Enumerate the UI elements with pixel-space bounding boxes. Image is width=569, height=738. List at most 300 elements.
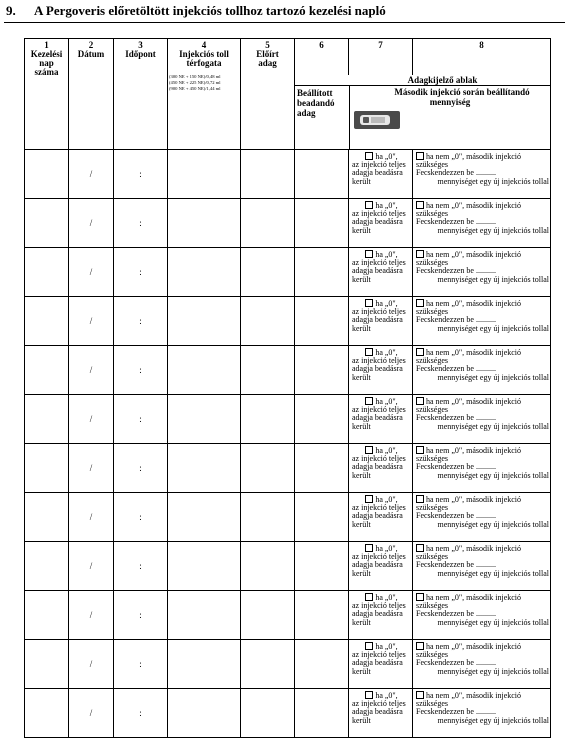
zero-option-line1: ha „0", [375, 200, 398, 210]
checkbox-icon[interactable] [365, 299, 373, 307]
zero-option-line4: került [352, 715, 371, 725]
time-cell[interactable] [114, 345, 168, 394]
table-row [25, 345, 551, 394]
zero-option-line4: került [352, 666, 371, 676]
date-cell[interactable] [69, 198, 114, 247]
dose-window-zero-cell [349, 296, 413, 345]
prescribed-dose-cell[interactable] [241, 296, 295, 345]
date-separator: / [89, 560, 93, 571]
zero-option-line1: ha „0", [375, 641, 398, 651]
pen-volume-cell[interactable] [168, 394, 241, 443]
prescribed-dose-cell[interactable] [241, 247, 295, 296]
pen-volume-cell[interactable] [168, 492, 241, 541]
nonzero-option-line4: mennyiséget egy új injekciós tollal [437, 715, 549, 725]
date-cell[interactable] [69, 541, 114, 590]
pen-volume-cell[interactable] [168, 247, 241, 296]
set-dose-cell[interactable] [295, 443, 349, 492]
prescribed-dose-cell[interactable] [241, 345, 295, 394]
zero-option-line4: került [352, 274, 371, 284]
time-separator: : [139, 413, 142, 424]
checkbox-icon[interactable] [416, 691, 424, 699]
table-row [25, 198, 551, 247]
header-col4 [168, 39, 241, 150]
prescribed-dose-cell[interactable] [241, 541, 295, 590]
date-cell[interactable] [69, 149, 114, 198]
dose-window-zero-cell [349, 394, 413, 443]
header-row [25, 39, 551, 75]
second-injection-cell [413, 541, 551, 590]
set-dose-cell[interactable] [295, 688, 349, 737]
nonzero-option-line2: szükséges [416, 404, 448, 414]
zero-option-line3: adagja beadásra [352, 560, 403, 570]
set-dose-cell[interactable] [295, 345, 349, 394]
dose-window-zero-cell [349, 345, 413, 394]
col6-label-line1: Beállított [297, 87, 333, 98]
nonzero-option-line1: ha nem „0", második injekció [426, 396, 522, 406]
prescribed-dose-cell[interactable] [241, 590, 295, 639]
date-cell[interactable] [69, 345, 114, 394]
col6-label-line3: adag [297, 107, 316, 118]
col5-label-line2: adag [258, 58, 277, 68]
section-heading [6, 3, 386, 19]
time-separator: : [139, 217, 142, 228]
nonzero-option-line2: szükséges [416, 698, 448, 708]
table-row [25, 149, 551, 198]
nonzero-option-line3: Fecskendezzen be .......... [416, 413, 496, 423]
nonzero-option-line2: szükséges [416, 306, 448, 316]
col8-label-line1: Második injekció során beállítandó [394, 86, 530, 97]
time-separator: : [139, 168, 142, 179]
zero-option-line2: az injekció teljes [352, 551, 406, 561]
set-dose-cell[interactable] [295, 541, 349, 590]
dose-window-zero-cell [349, 443, 413, 492]
nonzero-option-line3: Fecskendezzen be .......... [416, 315, 496, 325]
second-injection-cell [413, 394, 551, 443]
col6-number: 6 [319, 40, 324, 50]
zero-option-line3: adagja beadásra [352, 217, 403, 227]
zero-option-line4: került [352, 617, 371, 627]
second-injection-cell [413, 688, 551, 737]
nonzero-option-line2: szükséges [416, 649, 448, 659]
pen-volume-cell[interactable] [168, 443, 241, 492]
zero-option-line2: az injekció teljes [352, 649, 406, 659]
nonzero-option-line4: mennyiséget egy új injekciós tollal [437, 372, 549, 382]
zero-option-line4: került [352, 323, 371, 333]
time-cell[interactable] [114, 198, 168, 247]
nonzero-option-line3: Fecskendezzen be .......... [416, 168, 496, 178]
table-row [25, 443, 551, 492]
time-cell[interactable] [114, 590, 168, 639]
checkbox-icon[interactable] [416, 299, 424, 307]
set-dose-cell[interactable] [295, 394, 349, 443]
nonzero-option-line4: mennyiséget egy új injekciós tollal [437, 519, 549, 529]
prescribed-dose-cell[interactable] [241, 149, 295, 198]
time-separator: : [139, 511, 142, 522]
date-separator: / [89, 266, 93, 277]
date-cell[interactable] [69, 639, 114, 688]
col3-number: 3 [138, 40, 143, 50]
checkbox-icon[interactable] [416, 152, 424, 160]
header-col3 [114, 39, 168, 150]
checkbox-icon[interactable] [365, 201, 373, 209]
date-cell[interactable] [69, 688, 114, 737]
zero-option-line4: került [352, 225, 371, 235]
zero-option-line3: adagja beadásra [352, 658, 403, 668]
nonzero-option-line3: Fecskendezzen be .......... [416, 609, 496, 619]
col1-label-line3: száma [34, 67, 59, 77]
set-dose-cell[interactable] [295, 492, 349, 541]
second-injection-cell [413, 639, 551, 688]
date-separator: / [89, 658, 93, 669]
treatment-day-cell[interactable] [25, 149, 69, 198]
date-cell[interactable] [69, 247, 114, 296]
nonzero-option-line3: Fecskendezzen be .......... [416, 266, 496, 276]
treatment-day-cell[interactable] [25, 296, 69, 345]
header-col7-number [349, 39, 413, 75]
dose-window-title [295, 75, 550, 86]
header-dose-window-group [295, 75, 551, 150]
nonzero-option-line3: Fecskendezzen be .......... [416, 658, 496, 668]
zero-option-line1: ha „0", [375, 347, 398, 357]
second-injection-cell [413, 492, 551, 541]
col4-number: 4 [201, 40, 207, 50]
second-injection-cell [413, 149, 551, 198]
nonzero-option-line1: ha nem „0", második injekció [426, 543, 522, 553]
date-separator: / [89, 609, 93, 620]
nonzero-option-line4: mennyiséget egy új injekciós tollal [437, 617, 549, 627]
zero-option-line2: az injekció teljes [352, 404, 406, 414]
prescribed-dose-cell[interactable] [241, 688, 295, 737]
treatment-day-cell[interactable] [25, 443, 69, 492]
dose-window-zero-cell [349, 198, 413, 247]
time-separator: : [139, 315, 142, 326]
zero-option-line1: ha „0", [375, 445, 398, 455]
pen-volume-cell[interactable] [168, 541, 241, 590]
col4-option-2: (450 NE + 225 NE)/0,72 ml [169, 80, 221, 85]
header-col2 [69, 39, 114, 150]
checkbox-icon[interactable] [365, 495, 373, 503]
nonzero-option-line2: szükséges [416, 453, 448, 463]
prescribed-dose-cell[interactable] [241, 443, 295, 492]
date-cell[interactable] [69, 296, 114, 345]
time-cell[interactable] [114, 443, 168, 492]
treatment-day-cell[interactable] [25, 198, 69, 247]
second-injection-cell [413, 443, 551, 492]
checkbox-icon[interactable] [416, 544, 424, 552]
nonzero-option-line1: ha nem „0", második injekció [426, 592, 522, 602]
checkbox-icon[interactable] [365, 593, 373, 601]
zero-option-line1: ha „0", [375, 396, 398, 406]
checkbox-icon[interactable] [365, 544, 373, 552]
nonzero-option-line3: Fecskendezzen be .......... [416, 560, 496, 570]
checkbox-icon[interactable] [365, 691, 373, 699]
pen-volume-cell[interactable] [168, 688, 241, 737]
prescribed-dose-cell[interactable] [241, 639, 295, 688]
nonzero-option-line1: ha nem „0", második injekció [426, 298, 522, 308]
nonzero-option-line1: ha nem „0", második injekció [426, 151, 522, 161]
zero-option-line1: ha „0", [375, 543, 398, 553]
nonzero-option-line3: Fecskendezzen be .......... [416, 364, 496, 374]
date-separator: / [89, 217, 93, 228]
col7-label: Adagkijelző ablak [407, 74, 478, 85]
checkbox-icon[interactable] [365, 250, 373, 258]
zero-option-line4: került [352, 568, 371, 578]
prescribed-dose-cell[interactable] [241, 198, 295, 247]
zero-option-line3: adagja beadásra [352, 609, 403, 619]
dose-window-zero-cell [349, 639, 413, 688]
nonzero-option-line3: Fecskendezzen be .......... [416, 511, 496, 521]
treatment-day-cell[interactable] [25, 394, 69, 443]
nonzero-option-line2: szükséges [416, 551, 448, 561]
date-separator: / [89, 462, 93, 473]
heading-rule [4, 22, 565, 23]
table-row [25, 541, 551, 590]
table-row [25, 394, 551, 443]
injection-pen-dose-window-icon [354, 111, 400, 129]
col8-header [350, 86, 550, 149]
table-row [25, 247, 551, 296]
checkbox-icon[interactable] [365, 348, 373, 356]
date-cell[interactable] [69, 443, 114, 492]
time-cell[interactable] [114, 296, 168, 345]
time-cell[interactable] [114, 149, 168, 198]
checkbox-icon[interactable] [365, 152, 373, 160]
second-injection-cell [413, 296, 551, 345]
zero-option-line3: adagja beadásra [352, 462, 403, 472]
nonzero-option-line2: szükséges [416, 159, 448, 169]
zero-option-line3: adagja beadásra [352, 511, 403, 521]
header-col5 [241, 39, 295, 150]
pen-volume-cell[interactable] [168, 639, 241, 688]
treatment-day-cell[interactable] [25, 247, 69, 296]
nonzero-option-line2: szükséges [416, 355, 448, 365]
header-col6-number [295, 39, 349, 75]
col5-number: 5 [265, 40, 270, 50]
pen-volume-cell[interactable] [168, 296, 241, 345]
col6-header [295, 86, 350, 149]
treatment-day-cell[interactable] [25, 541, 69, 590]
pen-volume-cell[interactable] [168, 590, 241, 639]
section-number: 9. [6, 3, 16, 18]
nonzero-option-line4: mennyiséget egy új injekciós tollal [437, 568, 549, 578]
zero-option-line2: az injekció teljes [352, 698, 406, 708]
second-injection-cell [413, 345, 551, 394]
zero-option-line3: adagja beadásra [352, 364, 403, 374]
nonzero-option-line3: Fecskendezzen be .......... [416, 707, 496, 717]
zero-option-line3: adagja beadásra [352, 707, 403, 717]
section-title: A Pergoveris előretöltött injekciós tollhoz tartozó kezelési napló [34, 3, 386, 18]
date-separator: / [89, 168, 93, 179]
zero-option-line1: ha „0", [375, 151, 398, 161]
table-row [25, 492, 551, 541]
nonzero-option-line1: ha nem „0", második injekció [426, 641, 522, 651]
date-cell[interactable] [69, 394, 114, 443]
time-separator: : [139, 462, 142, 473]
time-separator: : [139, 364, 142, 375]
col4-option-3: (900 NE + 450 NE)/1,44 ml [169, 86, 221, 91]
checkbox-icon[interactable] [416, 397, 424, 405]
set-dose-cell[interactable] [295, 149, 349, 198]
nonzero-option-line4: mennyiséget egy új injekciós tollal [437, 470, 549, 480]
pen-volume-cell[interactable] [168, 198, 241, 247]
treatment-day-cell[interactable] [25, 492, 69, 541]
time-separator: : [139, 707, 142, 718]
nonzero-option-line2: szükséges [416, 257, 448, 267]
treatment-day-cell[interactable] [25, 590, 69, 639]
second-injection-cell [413, 247, 551, 296]
col2-number: 2 [88, 40, 94, 50]
nonzero-option-line1: ha nem „0", második injekció [426, 445, 522, 455]
table-row [25, 688, 551, 737]
col4-label-line1: Injekciós toll [179, 49, 229, 59]
checkbox-icon[interactable] [365, 642, 373, 650]
zero-option-line2: az injekció teljes [352, 502, 406, 512]
dose-window-zero-cell [349, 590, 413, 639]
date-separator: / [89, 707, 93, 718]
checkbox-icon[interactable] [416, 495, 424, 503]
nonzero-option-line2: szükséges [416, 208, 448, 218]
header-col8-number [413, 39, 551, 75]
log-body [25, 149, 551, 737]
col1-label-line2: nap [39, 58, 54, 68]
nonzero-option-line2: szükséges [416, 600, 448, 610]
time-cell[interactable] [114, 541, 168, 590]
col5-label-line1: Előírt [256, 49, 279, 59]
nonzero-option-line1: ha nem „0", második injekció [426, 200, 522, 210]
treatment-day-cell[interactable] [25, 688, 69, 737]
dose-window-subheaders [295, 86, 550, 149]
set-dose-cell[interactable] [295, 247, 349, 296]
col1-label-line1: Kezelési [30, 49, 63, 59]
date-cell[interactable] [69, 492, 114, 541]
nonzero-option-line4: mennyiséget egy új injekciós tollal [437, 323, 549, 333]
zero-option-line4: került [352, 421, 371, 431]
zero-option-line2: az injekció teljes [352, 355, 406, 365]
col1-number: 1 [44, 40, 49, 50]
checkbox-icon[interactable] [416, 593, 424, 601]
time-cell[interactable] [114, 247, 168, 296]
time-separator: : [139, 658, 142, 669]
zero-option-line4: került [352, 176, 371, 186]
prescribed-dose-cell[interactable] [241, 394, 295, 443]
set-dose-cell[interactable] [295, 198, 349, 247]
zero-option-line2: az injekció teljes [352, 159, 406, 169]
nonzero-option-line1: ha nem „0", második injekció [426, 249, 522, 259]
zero-option-line3: adagja beadásra [352, 413, 403, 423]
zero-option-line1: ha „0", [375, 690, 398, 700]
col3-label: Időpont [125, 49, 156, 59]
dose-window-zero-cell [349, 492, 413, 541]
dose-window-zero-cell [349, 541, 413, 590]
set-dose-cell[interactable] [295, 639, 349, 688]
col8-number: 8 [479, 40, 484, 50]
nonzero-option-line4: mennyiséget egy új injekciós tollal [437, 421, 549, 431]
time-separator: : [139, 266, 142, 277]
date-separator: / [89, 413, 93, 424]
zero-option-line2: az injekció teljes [352, 453, 406, 463]
time-separator: : [139, 560, 142, 571]
time-cell[interactable] [114, 492, 168, 541]
nonzero-option-line2: szükséges [416, 502, 448, 512]
nonzero-option-line4: mennyiséget egy új injekciós tollal [437, 176, 549, 186]
nonzero-option-line3: Fecskendezzen be .......... [416, 217, 496, 227]
checkbox-icon[interactable] [416, 201, 424, 209]
dose-window-zero-cell [349, 149, 413, 198]
treatment-day-cell[interactable] [25, 639, 69, 688]
col2-label: Dátum [77, 49, 105, 59]
header-col1 [25, 39, 69, 150]
zero-option-line1: ha „0", [375, 494, 398, 504]
treatment-day-cell[interactable] [25, 345, 69, 394]
zero-option-line2: az injekció teljes [352, 600, 406, 610]
checkbox-icon[interactable] [416, 446, 424, 454]
col7-number: 7 [378, 40, 383, 50]
zero-option-line1: ha „0", [375, 298, 398, 308]
second-injection-cell [413, 198, 551, 247]
nonzero-option-line4: mennyiséget egy új injekciós tollal [437, 274, 549, 284]
zero-option-line1: ha „0", [375, 592, 398, 602]
zero-option-line3: adagja beadásra [352, 266, 403, 276]
zero-option-line4: került [352, 470, 371, 480]
zero-option-line3: adagja beadásra [352, 315, 403, 325]
set-dose-cell[interactable] [295, 590, 349, 639]
date-separator: / [89, 511, 93, 522]
nonzero-option-line4: mennyiséget egy új injekciós tollal [437, 225, 549, 235]
pen-volume-cell[interactable] [168, 149, 241, 198]
checkbox-icon[interactable] [365, 397, 373, 405]
time-cell[interactable] [114, 639, 168, 688]
date-cell[interactable] [69, 590, 114, 639]
dose-window-zero-cell [349, 688, 413, 737]
checkbox-icon[interactable] [416, 642, 424, 650]
date-separator: / [89, 364, 93, 375]
table-row [25, 296, 551, 345]
nonzero-option-line4: mennyiséget egy új injekciós tollal [437, 666, 549, 676]
time-cell[interactable] [114, 394, 168, 443]
col4-volume-options [168, 74, 240, 92]
col6-label-line2: beadandó [297, 97, 335, 108]
col4-option-1: (300 NE + 150 NE)/0,48 ml [169, 74, 221, 79]
checkbox-icon[interactable] [416, 250, 424, 258]
table-row [25, 639, 551, 688]
second-injection-cell [413, 590, 551, 639]
set-dose-cell[interactable] [295, 296, 349, 345]
pen-volume-cell[interactable] [168, 345, 241, 394]
time-separator: : [139, 609, 142, 620]
nonzero-option-line3: Fecskendezzen be .......... [416, 462, 496, 472]
prescribed-dose-cell[interactable] [241, 492, 295, 541]
zero-option-line4: került [352, 519, 371, 529]
zero-option-line2: az injekció teljes [352, 257, 406, 267]
zero-option-line1: ha „0", [375, 249, 398, 259]
treatment-log-table [24, 38, 551, 738]
checkbox-icon[interactable] [416, 348, 424, 356]
col8-label-line2: mennyiség [429, 96, 471, 107]
time-cell[interactable] [114, 688, 168, 737]
zero-option-line2: az injekció teljes [352, 208, 406, 218]
dose-window-zero-cell [349, 247, 413, 296]
nonzero-option-line1: ha nem „0", második injekció [426, 347, 522, 357]
date-separator: / [89, 315, 93, 326]
zero-option-line3: adagja beadásra [352, 168, 403, 178]
zero-option-line4: került [352, 372, 371, 382]
checkbox-icon[interactable] [365, 446, 373, 454]
zero-option-line2: az injekció teljes [352, 306, 406, 316]
table-row [25, 590, 551, 639]
nonzero-option-line1: ha nem „0", második injekció [426, 494, 522, 504]
nonzero-option-line1: ha nem „0", második injekció [426, 690, 522, 700]
col4-label-line2: térfogata [186, 58, 222, 68]
